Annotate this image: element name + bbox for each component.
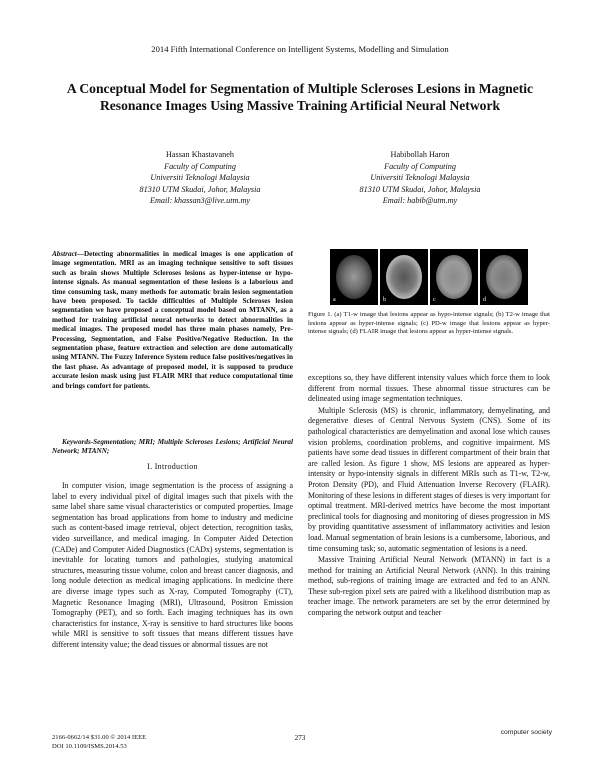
panel-label: b (383, 297, 386, 303)
section-heading-introduction: I. Introduction (147, 462, 198, 471)
page-number: 273 (294, 734, 306, 742)
author-block-2 (320, 149, 520, 207)
conference-header: 2014 Fifth International Conference on Intelligent Systems, Modelling and Simulation (151, 44, 449, 54)
author-university: Universiti Teknologi Malaysia (150, 173, 250, 183)
author-name: Hassan Khastavaneh (166, 150, 234, 159)
author-block-1 (100, 149, 300, 207)
panel-label: d (483, 297, 486, 303)
keywords: Keywords-Segmentation; MRI; Multiple Scleroses Lesions; Artificial Neural Network; MTANN; (52, 438, 293, 456)
paragraph: Massive Training Artificial Neural Network (MTANN) in fact is a method for training an Artificial Neural Network (ANN). In this training method, sub-regions of training image are extracted and fed to an ANN. These sub-region pixel sets are paired with a likelihood distribution map as teacher image. The network parameters are set by the error determined by comparing the network output and teacher (308, 555, 550, 618)
author-address: 81310 UTM Skudai, Johor, Malaysia (139, 184, 261, 194)
issn-price: 2166-0662/14 $31.00 © 2014 IEEE (52, 734, 147, 741)
abstract-text: Detecting abnormalities in medical images is one application of image segmentation. MRI as an imaging technique sensitive to soft tissues such as brain shows Multiple Scleroses lesions as hyper-intense or hypo-intense signals. As manual segmentation of these lesions is a laborious and time consuming task, many methods for automatic brain lesion segmentation have been proposed. To tackle difficulties of Multiple Scleroses lesion segmentation we have proposed a conceptual model based on MTANN, as a method for training artificial neural networks to detect abnormalities in medical images. The proposed model has three main phases namely, Pre-Processing, Segmentation, and False Positive/Negative Reduction. In the segmentation phase, feature extraction and selection are done automatically using MTANN. The Fuzzy Inference System reduce false positives/negatives in the last phase. As advantage of proposed model, it is supposed to produce accurate lesion mask using just FLAIR MRI that reduce computational time and brings comfort for patients. (52, 250, 293, 390)
paragraph: exceptions so, they have different intensity values which force them to look different from normal tissues. These abnormal tissue structures can be delineated using image segmentation techniques. (308, 373, 550, 404)
mri-t1-image (330, 249, 378, 305)
mri-flair-image (480, 249, 528, 305)
figure-1-images (330, 249, 528, 305)
abstract-lead: Abstract— (52, 250, 84, 258)
paragraph: Multiple Sclerosis (MS) is chronic, inflammatory, demyelinating, and degenerative dieses of Central Nervous System (CNS). Some of its pathological characteristics are demyelination and axonal lose which causes vision problems, coordination problems, and cognitive impairment. MS patients have some dead tissues in different compartment of their brain that are called lesion. As figure 1 show, MS lesions are appeared as hyper-intensity or hypo-intensity signals in different MRIs such as T1-w, T2-w, Proton Density (PD), and Fluid Attenuation Inverse Recovery (FLAIR). Monitoring of these lesions in different stages of dieses is very important for optimal treatment. MRI-derived metrics have become the most important preclinical tools for diagnosing and monitoring of dieses progression in MS by providing quantitative assessment of inflammatory activities and lesion load. Manual segmentation of brain lesions is a cumbersome, laborious, and time consuming task; so, automatic segmentation of lesions is a need. (308, 405, 550, 553)
introduction-text (52, 481, 293, 651)
mri-pd-image (430, 249, 478, 305)
author-faculty: Faculty of Computing (164, 161, 236, 171)
logo-text: computer society (500, 729, 552, 736)
paper-title: A Conceptual Model for Segmentation of Multiple Scleroses Lesions in Magnetic Resonance Images Using Massive Training Artificial Neural Network (66, 81, 534, 113)
panel-label: a (333, 297, 336, 303)
author-university: Universiti Teknologi Malaysia (370, 173, 470, 183)
abstract (52, 250, 293, 391)
mri-t2-image (380, 249, 428, 305)
paragraph: In computer vision, image segmentation is the process of assigning a label to every individual pixel of digital images such that pixels with the same label share same visual characteristics or computed properties. Image segmentation has broad applications from home to industry and medicine such as content-based image retrieval, object detection, recognition tasks, video surveillance, and medical imaging. In Computer Aided Detection (CADe) and Computer Aided Diagnostics (CADx) systems, segmentation is inevitable for locating tumors and pathologies, studying anatomical structures, measuring tissue volume, colon and breast cancer diagnosis, and long nodule detection as medical imaging applications. In medicine there are diverse image types such as X-ray, Computed Tomography (CT), Magnetic Resonance Imaging (MRI), Ultrasound, Positron Emission Tomography (PET), and so forth. Each imaging techniques has its own characteristics for instance, X-ray is sensitive to hard structures like boons while MRI is sensitive to soft tissues that means different tissues have different intensity value; the dead tissues or abnormal tissues are not (52, 481, 293, 649)
right-column-text (308, 373, 550, 619)
figure-1-caption: Figure 1. (a) T1-w image that lesions appear as hypo-intense signals; (b) T2-w image that lesions appear as hyper-intense signals; (c) PD-w image that lesions appear as hyper-intense signals; (d) FLAIR image that lesions appear as hyper-intense signals. (308, 311, 550, 336)
computer-society-logo (500, 730, 552, 752)
author-name: Habibollah Haron (390, 150, 450, 159)
author-email: Email: habib@utm.my (382, 196, 458, 206)
footer-info (52, 734, 146, 751)
author-address: 81310 UTM Skudai, Johor, Malaysia (359, 184, 481, 194)
author-faculty: Faculty of Computing (384, 161, 456, 171)
author-email: Email: khassan3@live.utm.my (149, 196, 251, 206)
doi: DOI 10.1109/ISMS.2014.53 (52, 742, 127, 750)
panel-label: c (433, 297, 436, 303)
